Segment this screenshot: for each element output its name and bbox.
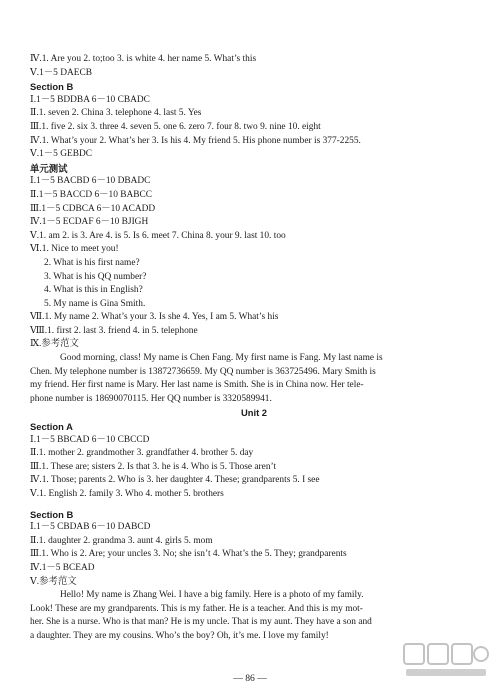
answer-line: Ⅲ.1－5 CDBCA 6－10 ACADD	[30, 203, 156, 214]
unit-title: Unit 2	[240, 407, 268, 419]
sample-essay-unit1	[30, 352, 478, 406]
answer-line: 3. What is his QQ number?	[44, 271, 147, 282]
answer-line: Ⅳ.1. Those; parents 2. Who is 3. her daughter 4. These; grandparents 5. I see	[30, 475, 320, 486]
answer-line: Ⅶ.1. My name 2. What’s your 3. Is she 4. Yes, I am 5. What’s his	[30, 312, 279, 323]
answer-line: Ⅰ.1－5 CBDAB 6－10 DABCD	[30, 522, 151, 533]
answer-page	[30, 53, 478, 644]
answer-line: Ⅴ.1. am 2. is 3. Are 4. is 5. Is 6. meet 7. China 8. your 9. last 10. too	[30, 230, 286, 241]
answer-line: Ⅰ.1－5 BDDBA 6－10 CBADC	[30, 94, 150, 105]
answer-line: Ⅰ.1－5 BBCAD 6－10 CBCCD	[30, 434, 150, 445]
answer-line: Ⅸ.参考范文	[30, 339, 79, 350]
answer-line: Ⅵ.1. Nice to meet you!	[30, 244, 119, 255]
section-heading: Section B	[30, 508, 74, 520]
essay-line: Good morning, class! My name is Chen Fang. My first name is Fang. My last name is	[60, 353, 383, 364]
answer-line: Ⅰ.1－5 BACBD 6－10 DBADC	[30, 176, 151, 187]
answer-line: Ⅲ.1. Who is 2. Are; your uncles 3. No; she isn’t 4. What’s the 5. They; grandparents	[30, 549, 347, 560]
answer-block-unit1	[30, 53, 478, 352]
answer-line: Ⅳ.1－5 ECDAF 6－10 BJIGH	[30, 217, 149, 228]
answer-line: Ⅳ.1. Are you 2. to;too 3. is white 4. her name 5. What’s this	[30, 54, 257, 64]
watermark-logo-icon	[402, 640, 490, 680]
answer-line: 4. What is this in English?	[44, 285, 143, 296]
sample-essay-unit2	[30, 589, 478, 643]
essay-line: a daughter. They are my cousins. Who’s the boy? Oh, it’s me. I love my family!	[30, 630, 329, 641]
essay-line: Hello! My name is Zhang Wei. I have a big family. Here is a photo of my family.	[60, 590, 364, 601]
essay-line: Look! These are my grandparents. This is my father. He is a teacher. And this is my mot-	[30, 603, 363, 614]
essay-line: Chen. My telephone number is 13872736659. My QQ number is 363725496. Mary Smith is	[30, 366, 376, 377]
answer-line: Ⅱ.1. daughter 2. grandma 3. aunt 4. girls 5. mom	[30, 535, 213, 546]
section-heading: Section B	[30, 81, 74, 93]
answer-line: Ⅱ.1. seven 2. China 3. telephone 4. last 5. Yes	[30, 108, 202, 119]
section-heading: Section A	[30, 421, 73, 433]
answer-line: Ⅳ.1. What’s your 2. What’s her 3. Is his 4. My friend 5. His phone number is 377-2255.	[30, 135, 361, 146]
answer-line: Ⅴ.1－5 GEBDC	[30, 149, 92, 160]
answer-line: Ⅱ.1－5 BACCD 6－10 BABCC	[30, 189, 153, 200]
section-heading: 单元测试	[30, 162, 68, 174]
answer-line: Ⅴ.参考范文	[30, 576, 77, 587]
answer-line: Ⅲ.1. These are; sisters 2. Is that 3. he is 4. Who is 5. Those aren’t	[30, 461, 277, 472]
essay-line: her. She is a nurse. Who is that man? He is my uncle. That is my aunt. They have a son and	[30, 617, 372, 628]
answer-line: 5. My name is Gina Smith.	[44, 298, 146, 309]
answer-line: Ⅴ.1－5 DAECB	[30, 67, 92, 78]
page-number: — 86 —	[233, 673, 267, 684]
essay-line: phone number is 18690070115. Her QQ number is 3320589941.	[30, 393, 272, 404]
answer-block-unit2	[30, 420, 478, 589]
essay-line: my friend. Her first name is Mary. Her last name is Smith. She is in China now. Her tele-	[30, 380, 364, 391]
answer-line: Ⅲ.1. five 2. six 3. three 4. seven 5. one 6. zero 7. four 8. two 9. nine 10. eight	[30, 121, 321, 132]
answer-line: Ⅷ.1. first 2. last 3. friend 4. in 5. telephone	[30, 325, 198, 336]
answer-line: 2. What is his first name?	[44, 257, 140, 268]
answer-line: Ⅳ.1－5 BCEAD	[30, 562, 95, 573]
answer-line: Ⅱ.1. mother 2. grandmother 3. grandfather 4. brother 5. day	[30, 448, 254, 459]
answer-line: Ⅴ.1. English 2. family 3. Who 4. mother 5. brothers	[30, 489, 224, 499]
